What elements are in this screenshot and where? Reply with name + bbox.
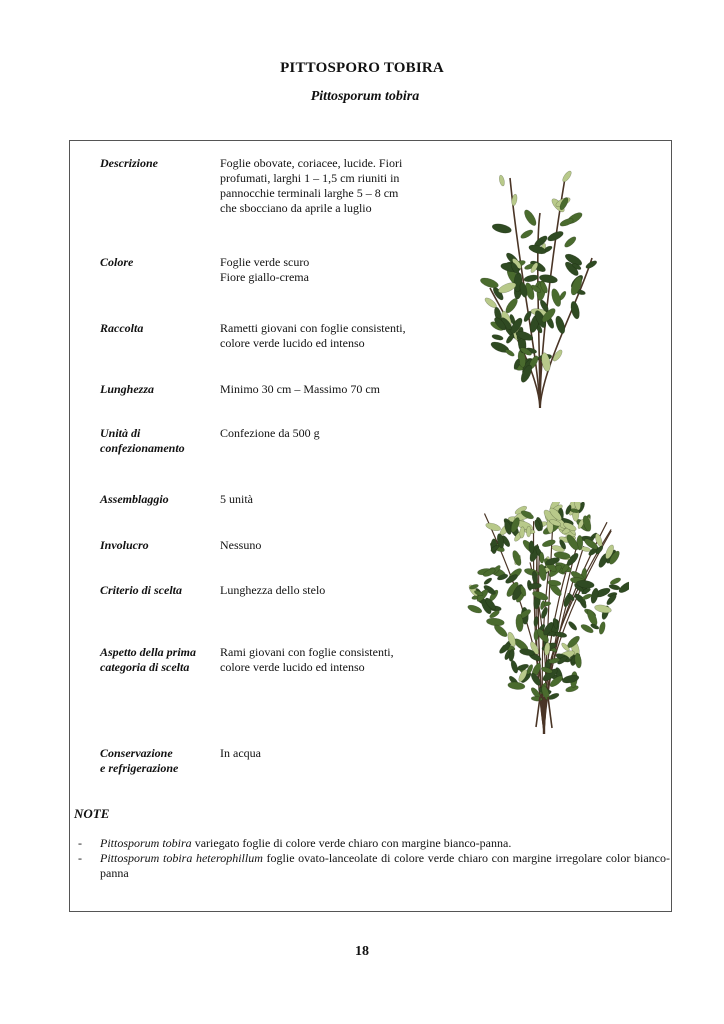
spec-label: Criterio di scelta bbox=[100, 583, 182, 597]
page-number: 18 bbox=[355, 944, 369, 959]
note-species: Pittosporum tobira heterophillum bbox=[100, 851, 263, 865]
spec-value: Confezione da 500 g bbox=[220, 426, 320, 440]
spec-value: Foglie verde scuro Fiore giallo-crema bbox=[220, 255, 310, 284]
note-text: foglie ovato-lanceolate di colore verde chiaro con margine irregolare color bianco-panna bbox=[100, 851, 670, 880]
spec-value: In acqua bbox=[220, 746, 261, 760]
note-text: variegato foglie di colore verde chiaro con margine bianco-panna. bbox=[191, 836, 512, 850]
pittosporum-branch-photo bbox=[480, 158, 610, 410]
spec-label: Conservazione e refrigerazione bbox=[100, 746, 179, 775]
spec-label: Lunghezza bbox=[100, 382, 155, 396]
note-item: - Pittosporum tobira heterophillum foglie ovato-lanceolate di colore verde chiaro con margine irregolare color bianco-panna bbox=[78, 851, 670, 880]
spec-label: Aspetto della prima categoria di scelta bbox=[100, 645, 196, 674]
spec-value: Lunghezza dello stelo bbox=[220, 583, 326, 597]
notes-heading: NOTE bbox=[74, 806, 110, 821]
pittosporum-bunch-photo bbox=[464, 502, 629, 737]
notes-list bbox=[78, 836, 670, 881]
scientific-name: Pittosporum tobira bbox=[310, 89, 420, 104]
page-title: PITTOSPORO TOBIRA bbox=[280, 60, 444, 76]
spec-label: Unità di confezionamento bbox=[100, 426, 185, 455]
note-species: Pittosporum tobira bbox=[100, 836, 192, 850]
spec-label: Colore bbox=[100, 255, 134, 269]
branch-drawing bbox=[480, 170, 598, 408]
note-item: - Pittosporum tobira variegato foglie di colore verde chiaro con margine bianco-panna. bbox=[78, 836, 512, 850]
spec-value: Nessuno bbox=[220, 538, 262, 552]
spec-label: Raccolta bbox=[100, 321, 144, 335]
spec-value: Minimo 30 cm – Massimo 70 cm bbox=[220, 382, 380, 396]
spec-value: 5 unità bbox=[220, 492, 253, 506]
bunch-drawing bbox=[467, 502, 629, 734]
spec-value: Rametti giovani con foglie consistenti, colore verde lucido ed intenso bbox=[220, 321, 406, 350]
spec-value: Foglie obovate, coriacee, lucide. Fiori profumati, larghi 1 – 1,5 cm riuniti in pannocchie terminali larghe 5 – 8 cm che sbocciano da aprile a luglio bbox=[220, 156, 403, 215]
spec-label: Descrizione bbox=[100, 156, 158, 170]
spec-value: Rami giovani con foglie consistenti, colore verde lucido ed intenso bbox=[220, 645, 394, 674]
spec-label: Involucro bbox=[100, 538, 149, 552]
spec-label: Assemblaggio bbox=[100, 492, 169, 506]
